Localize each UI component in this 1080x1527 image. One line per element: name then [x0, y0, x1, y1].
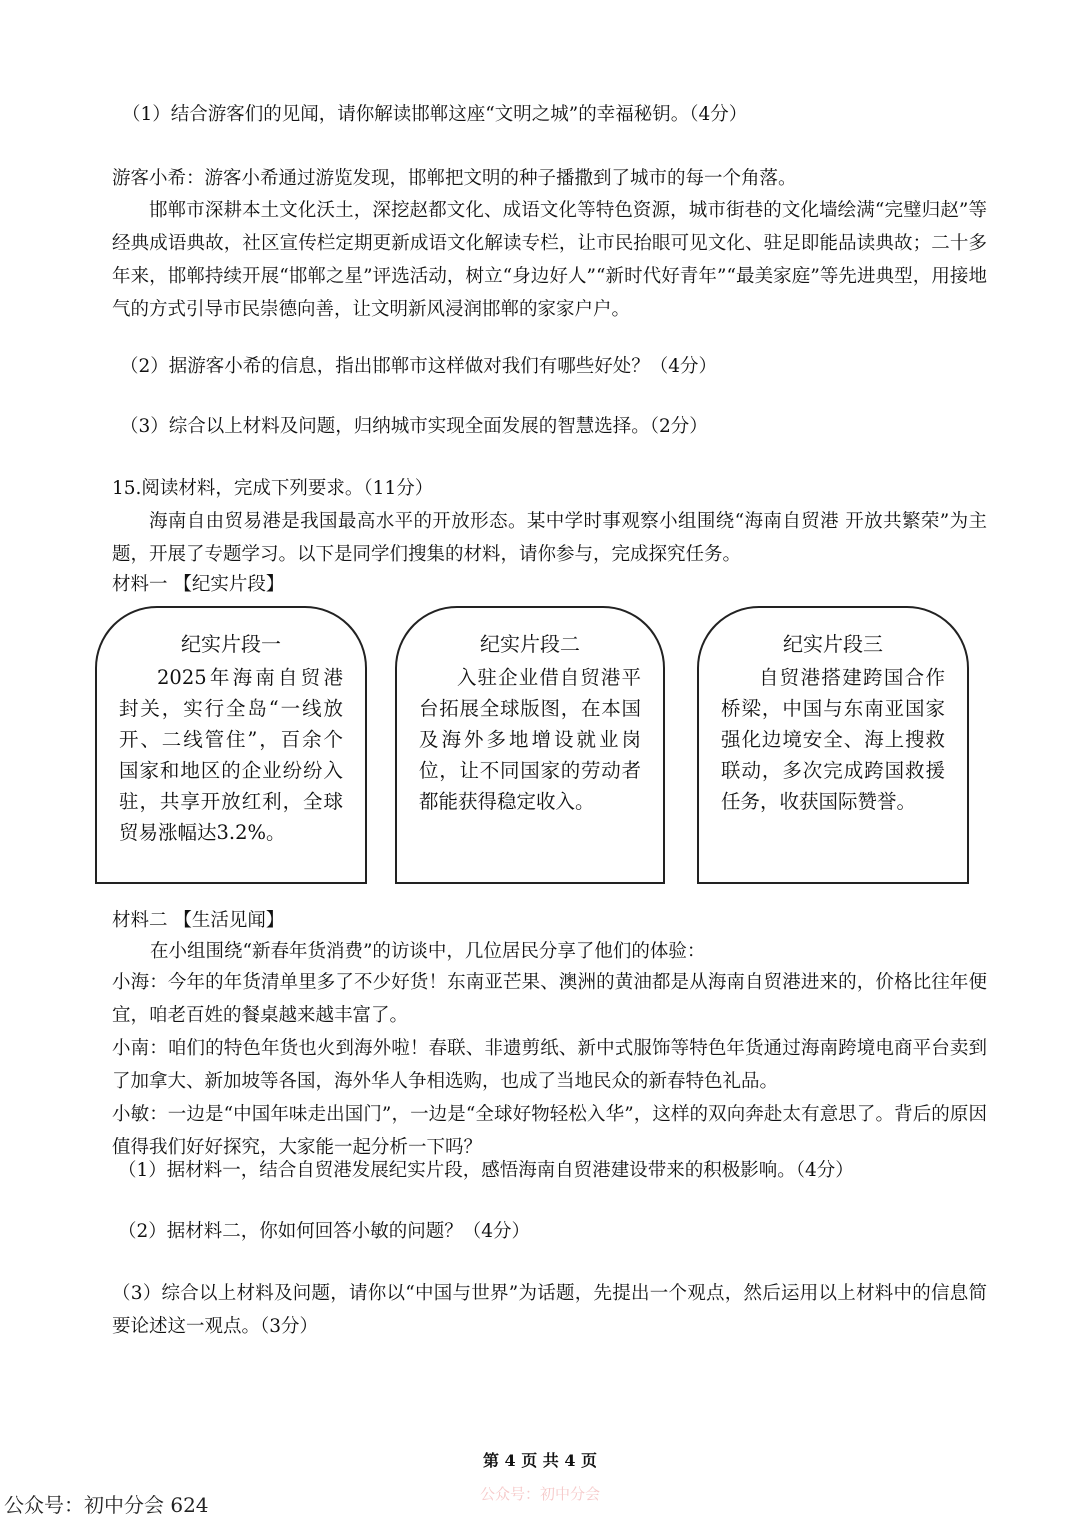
q14-sub1: （1）结合游客们的见闻，请你解读邯郸这座“文明之城”的幸福秘钥。（4分） [122, 104, 748, 125]
record-card-3 [697, 606, 969, 884]
q15-sub3: （3）综合以上材料及问题，请你以“中国与世界”为话题，先提出一个观点，然后运用以上材料中的信息简要论述这一观点。（3分） [112, 1283, 987, 1337]
record-card-title: 纪实片段三 [783, 632, 883, 656]
page-number: 第 4 页 共 4 页 [482, 1451, 598, 1470]
visitor-text: 邯郸市深耕本土文化沃土，深挖赵都文化、成语文化等特色资源，城市街巷的文化墙绘满“完璧归赵”等经典成语典故，社区宣传栏定期更新成语文化解读专栏，让市民抬眼可见文化、驻足即能品读典故；二十多年来，邯郸持续开展“邯郸之星”评选活动，树立“身边好人”“新时代好青年”“最美家庭”等先进典型，用接地气的方式引导市民崇德向善，让文明新风浸润邯郸的家家户户。 [112, 200, 987, 320]
xiaomin-text: 小敏：一边是“中国年味走出国门”，一边是“全球好物轻松入华”，这样的双向奔赴太有意思了。背后的原因值得我们好好探究，大家能一起分析一下吗？ [112, 1104, 987, 1158]
q15-intro: 海南自由贸易港是我国最高水平的开放形态。某中学时事观察小组围绕“海南自贸港 开放共繁荣”为主题，开展了专题学习。以下是同学们搜集的材料，请你参与，完成探究任务。 [112, 511, 987, 565]
xiaonan-text: 小南：咱们的特色年货也火到海外啦！春联、非遗剪纸、新中式服饰等特色年货通过海南跨境电商平台卖到了加拿大、新加坡等各国，海外华人争相选购，也成了当地民众的新春特色礼品。 [112, 1038, 987, 1092]
record-card-text: 入驻企业借自贸港平台拓展全球版图，在本国及海外多地增设就业岗位，让不同国家的劳动者都能获得稳定收入。 [419, 666, 641, 813]
q14-sub2: （2）据游客小希的信息，指出邯郸市这样做对我们有哪些好处？（4分） [120, 356, 718, 377]
watermark-left: 公众号：初中分会 624 [4, 1493, 209, 1517]
record-card-1 [95, 606, 367, 884]
material2-label: 材料二 【生活见闻】 [112, 910, 285, 931]
q15-title: 15.阅读材料，完成下列要求。（11分） [112, 478, 434, 499]
material2-dialog [112, 966, 987, 1164]
record-card-text: 2025年海南自贸港封关，实行全岛“一线放开、二线管住”，百余个国家和地区的企业纷纷入驻，共享开放红利，全球贸易涨幅达3.2%。 [119, 666, 343, 844]
record-card-2 [395, 606, 665, 884]
q15-sub1: （1）据材料一，结合自贸港发展纪实片段，感悟海南自贸港建设带来的积极影响。（4分） [118, 1160, 854, 1181]
xiaohai-text: 小海：今年的年货清单里多了不少好货！东南亚芒果、澳洲的黄油都是从海南自贸港进来的，价格比往年便宜，咱老百姓的餐桌越来越丰富了。 [112, 972, 987, 1026]
q15-sub2: （2）据材料二，你如何回答小敏的问题？（4分） [118, 1221, 531, 1242]
record-card-title: 纪实片段一 [181, 632, 281, 656]
material2-intro: 在小组围绕“新春年货消费”的访谈中，几位居民分享了他们的体验： [150, 941, 706, 962]
record-card-text: 自贸港搭建跨国合作桥梁，中国与东南亚国家强化边境安全、海上搜救联动，多次完成跨国救援任务，收获国际赞誉。 [721, 666, 945, 813]
visitor-intro: 游客小希：游客小希通过游览发现，邯郸把文明的种子播撒到了城市的每一个角落。 [112, 168, 797, 189]
watermark-center: 公众号：初中分会 [479, 1485, 600, 1503]
material1-label: 材料一 【纪实片段】 [112, 574, 285, 595]
q14-sub3: （3）综合以上材料及问题，归纳城市实现全面发展的智慧选择。（2分） [120, 416, 708, 437]
record-card-title: 纪实片段二 [480, 632, 580, 656]
